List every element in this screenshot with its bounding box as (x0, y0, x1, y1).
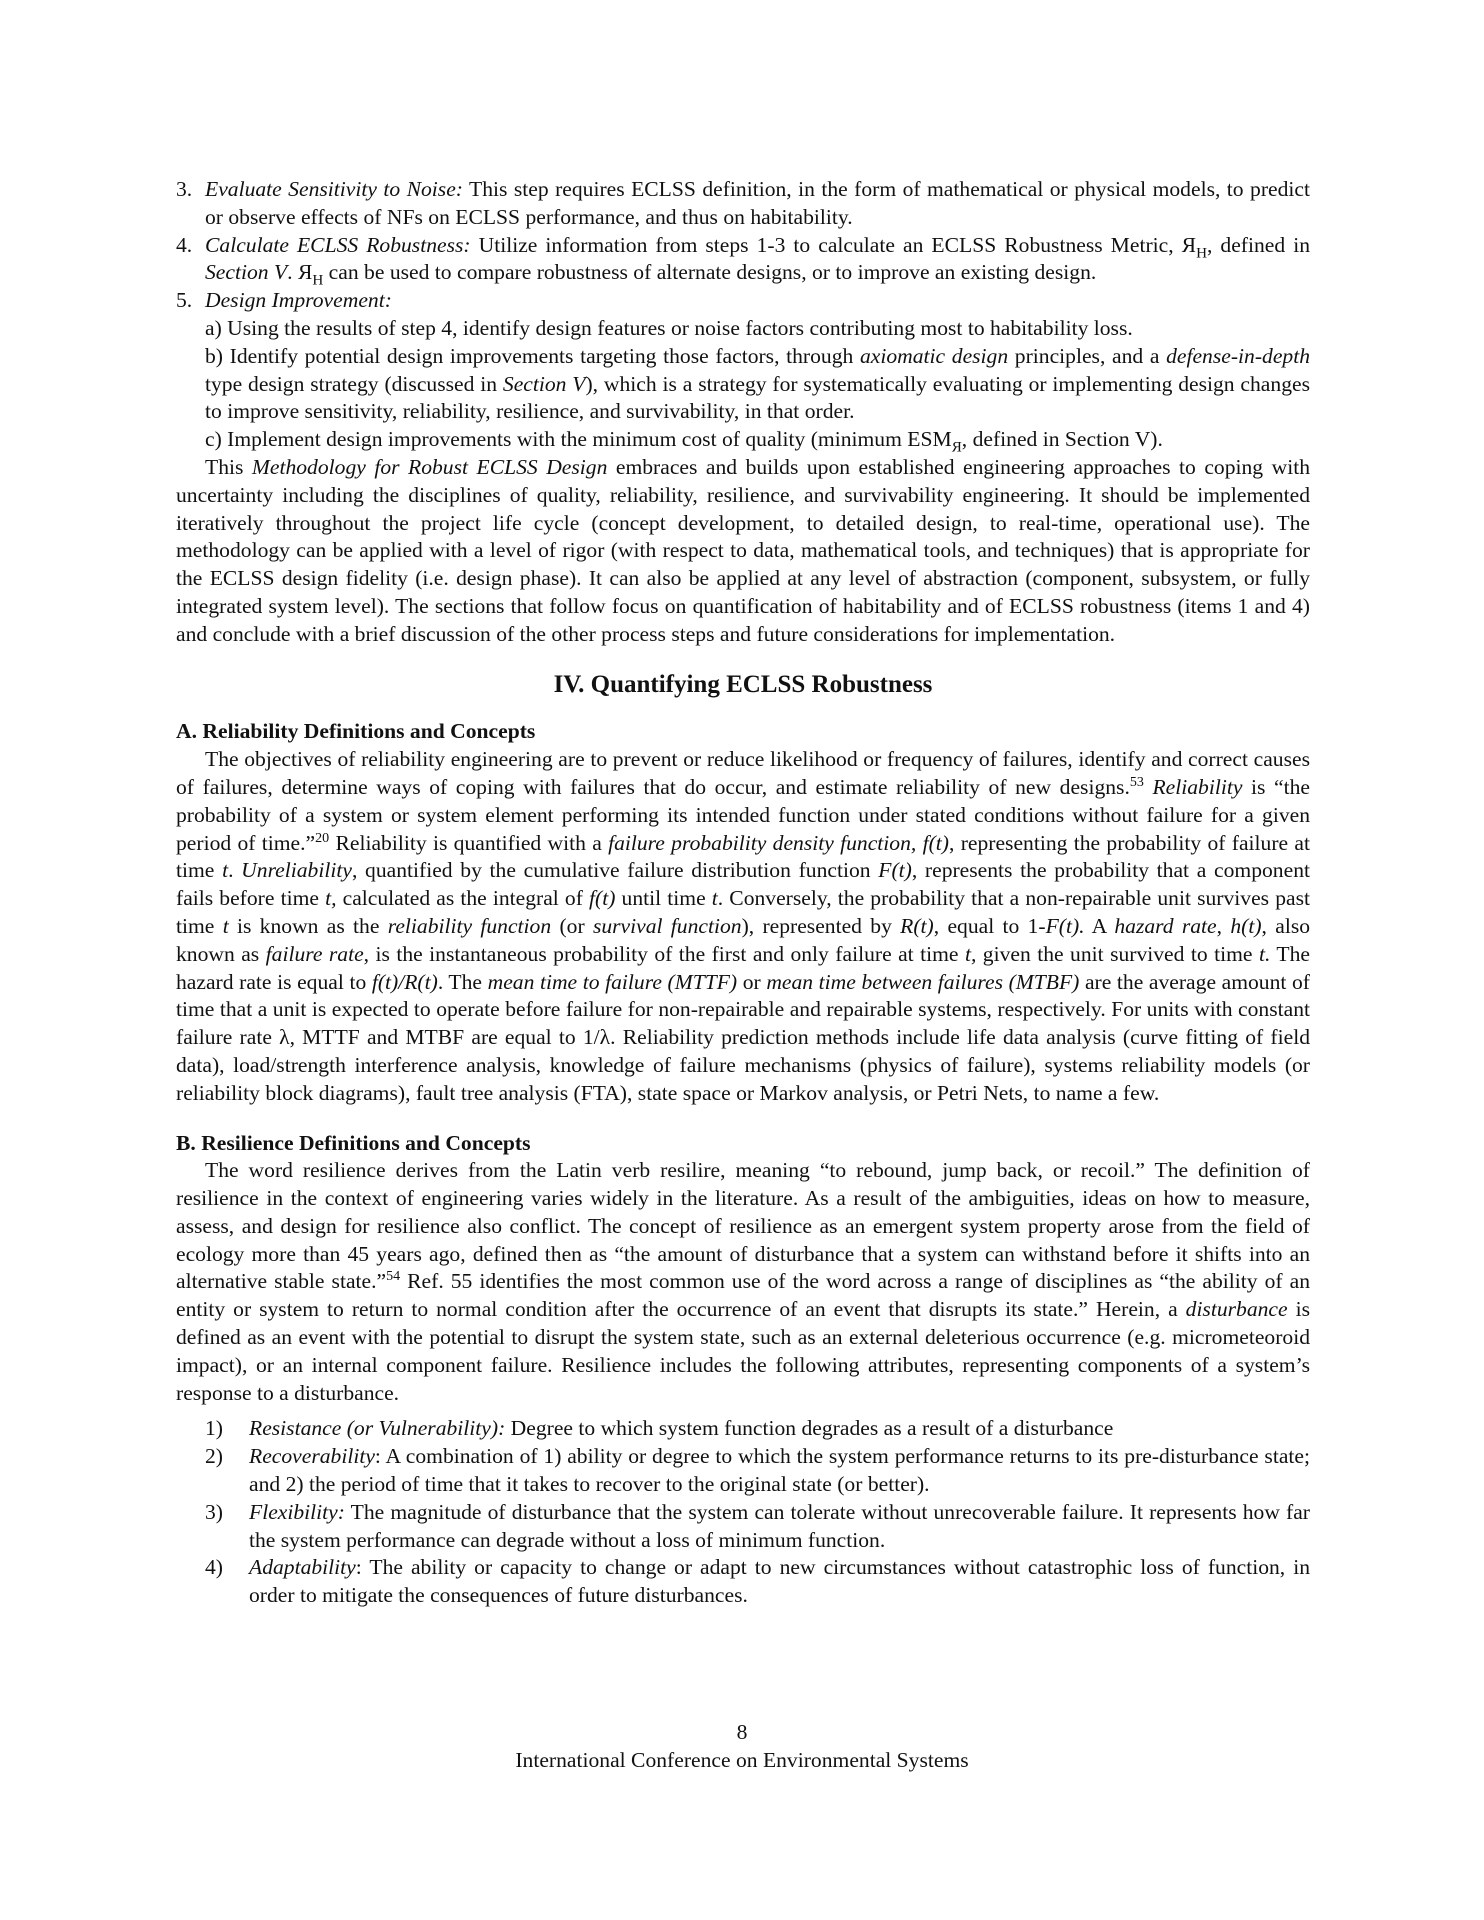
list-item: 2) Recoverability: A combination of 1) ability or degree to which the system performance returns to its pre-disturbance state; and 2) the period of time that it takes to recover to the original state (or better). (205, 1443, 1310, 1499)
step-number: 5. (176, 288, 193, 313)
step-number: 3. (176, 177, 193, 201)
attribute-term: Recoverability (249, 1444, 375, 1469)
paper-page (176, 176, 1310, 1610)
resilience-paragraph: The word resilience derives from the Latin verb resilire, meaning “to rebound, jump back, or recoil.” The definition of resilience in the context of engineering varies widely in the literature. As a result of the ambiguities, ideas on how to measure, assess, and design for resilience also conflict. The concept of resilience as an emergent system property arose from the field of ecology more than 45 years ago, defined then as “the amount of disturbance that a system can withstand before it shifts into an alternative stable state.”$^{54}$ Ref. 55 identifies the most common use of the word across a range of disciplines as “the ability of an entity or system to return to normal condition after the occurrence of an event that disrupts its state.” Herein, a disturbance is defined as an event with the potential to disrupt the system state, such as an external deleterious occurrence (e.g. micrometeoroid impact), or an internal component failure. Resilience includes the following attributes, representing components of a system’s response to a disturbance. (176, 1158, 1310, 1405)
list-number: 4) (205, 1555, 223, 1580)
section-heading: IV. Quantifying ECLSS Robustness (553, 670, 933, 698)
step-title: Design Improvement: (205, 288, 392, 313)
attribute-term: Resistance (or Vulnerability): (249, 1416, 506, 1441)
attribute-term: Flexibility: (249, 1499, 345, 1524)
conference-footer: International Conference on Environmental Systems (515, 1748, 969, 1772)
citation-ref: 54 (386, 1268, 401, 1285)
list-item: 4) Adaptability: The ability or capacity to change or adapt to new circumstances without catastrophic loss of function, in order to mitigate the consequences of future disturbances. (205, 1554, 1310, 1610)
design-improvement-a: a) Using the results of step 4, identify design features or noise factors contributing most to habitability loss. (205, 315, 1133, 340)
resilience-attributes-list (176, 1415, 1310, 1610)
list-number: 1) (205, 1416, 223, 1441)
attribute-term: Adaptability (249, 1555, 356, 1580)
step-title: Calculate ECLSS Robustness: (205, 232, 471, 257)
design-improvement-c: c) Implement design improvements with the minimum cost of quality (minimum $ESM_Я$, defined in Section V). (205, 427, 1163, 456)
section-reference: Section V (205, 260, 288, 285)
step-5 (176, 287, 1310, 315)
step-text: This step requires ECLSS definition, in the form of mathematical or physical models, to predict or observe effects of NFs on ECLSS performance, and thus on habitability. (205, 177, 1310, 229)
page-number: 8 (736, 1720, 748, 1744)
list-number: 3) (205, 1499, 223, 1524)
citation-ref: 53 (1129, 773, 1144, 790)
step-4 (176, 232, 1310, 288)
methodology-paragraph: This Methodology for Robust ECLSS Design embraces and builds upon established engineering approaches to coping with uncertainty including the disciplines of quality, reliability, resilience, and survivability engineering. It should be implemented iteratively throughout the project life cycle (concept development, to detailed design, to real-time, operational use). The methodology can be applied with a level of rigor (with respect to data, mathematical tools, and techniques) that is appropriate for the ECLSS design fidelity (i.e. design phase). It can also be applied at any level of abstraction (component, subsystem, or fully integrated system level). The sections that follow focus on quantification of habitability and of ECLSS robustness (items 1 and 4) and conclude with a brief discussion of the other process steps and future considerations for implementation. (176, 454, 1310, 646)
robustness-metric: $Я_H$ (297, 260, 324, 289)
step-text: Utilize information from steps 1-3 to calculate an ECLSS Robustness Metric, (470, 232, 1182, 257)
list-number: 2) (205, 1444, 223, 1469)
subsection-b-heading: B. Resilience Definitions and Concepts (176, 1130, 531, 1155)
step-text: , defined in (1206, 232, 1310, 257)
step-title: Evaluate Sensitivity to Noise: (205, 177, 463, 201)
reliability-paragraph: The objectives of reliability engineering are to prevent or reduce likelihood or frequency of failures, identify and correct causes of failures, determine ways of coping with failures that do occur, and estimate reliability of new designs.$^{53}$ Reliability is “the probability of a system or system element performing its intended function under stated conditions without failure for a given period of time.”$^{20}$ Reliability is quantified with a failure probability density function, f(t), representing the probability of failure at time t. Unreliability, quantified by the cumulative failure distribution function F(t), represents the probability that a component fails before time t, calculated as the integral of f(t) until time t. Conversely, the probability that a non-repairable unit survives past time t is known as the reliability function (or survival function), represented by R(t), equal to 1-F(t). A hazard rate, h(t), also known as failure rate, is the instantaneous probability of the first and only failure at time t, given the unit survived to time t. The hazard rate is equal to f(t)/R(t). The mean time to failure (MTTF) or mean time between failures (MTBF) are the average amount of time that a unit is expected to operate before failure for non-repairable and repairable systems, respectively. For units with constant failure rate λ, MTTF and MTBF are equal to 1/λ. Reliability prediction methods include life data analysis (curve fitting of field data), load/strength interference analysis, knowledge of failure mechanisms (physics of failure), systems reliability models (or reliability block diagrams), fault tree analysis (FTA), state space or Markov analysis, or Petri Nets, to name a few. (176, 747, 1311, 1105)
subsection-a-heading: A. Reliability Definitions and Concepts (176, 719, 536, 744)
design-improvement-b: b) Identify potential design improvements targeting those factors, through axiomatic design principles, and a defense-in-depth type design strategy (discussed in Section V), which is a strategy for systematically evaluating or implementing design changes to improve sensitivity, reliability, resilience, and survivability, in that order. (205, 343, 1310, 424)
step-text: . (287, 260, 298, 285)
list-item: 1) Resistance (or Vulnerability): Degree to which system function degrades as a result of a disturbance (205, 1415, 1310, 1443)
step-number: 4. (176, 232, 193, 257)
citation-ref: 20 (315, 829, 330, 846)
list-item: 3) Flexibility: The magnitude of disturbance that the system can tolerate without unrecoverable failure. It represents how far the system performance can degrade without a loss of minimum function. (205, 1499, 1310, 1555)
robustness-metric: $Я_H$ (1181, 232, 1207, 261)
step-text: can be used to compare robustness of alternate designs, or to improve an existing design. (323, 260, 1097, 285)
step-3 (176, 176, 1310, 232)
